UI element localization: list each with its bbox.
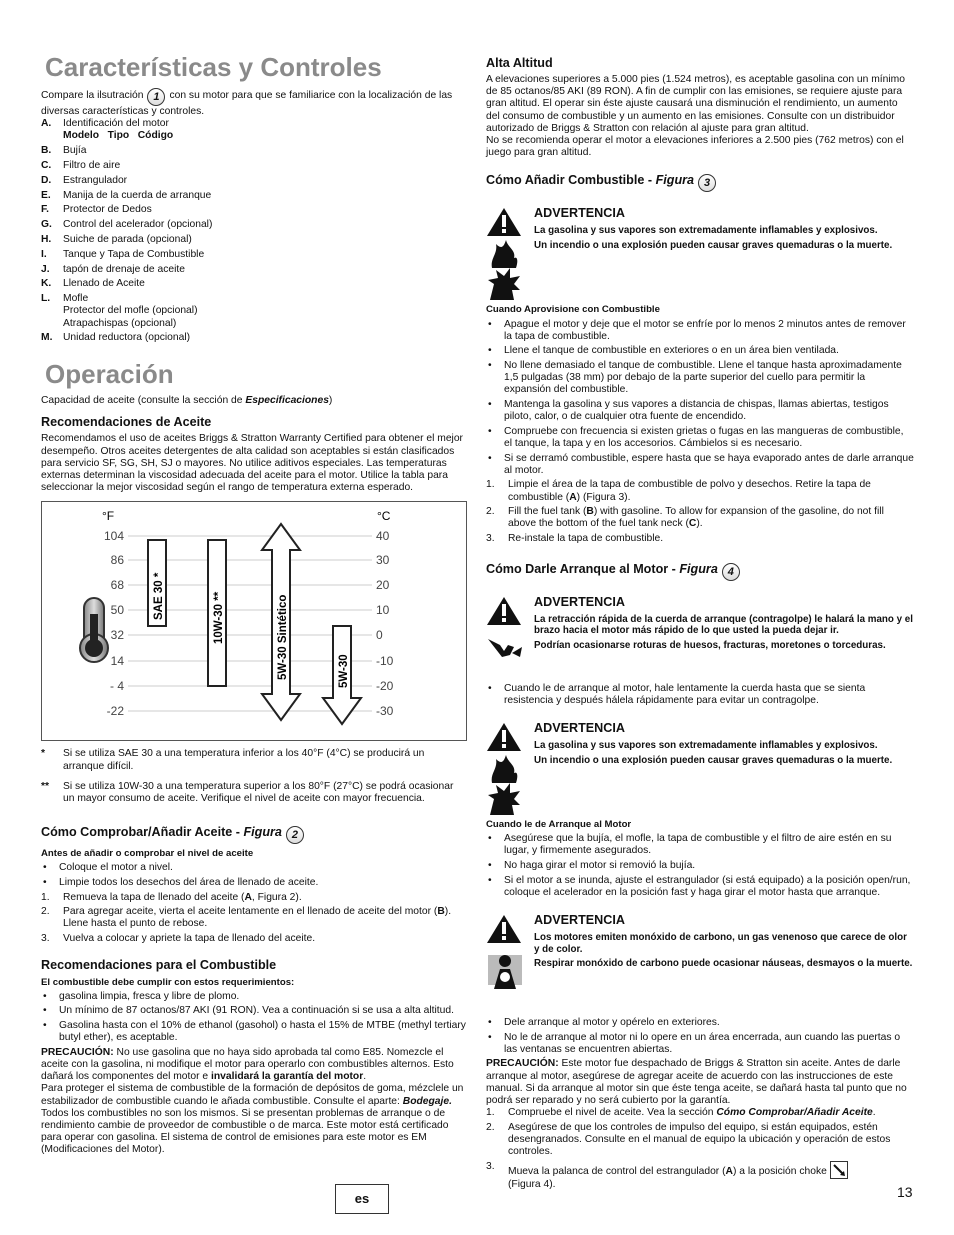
fahrenheit-tick: 32 — [110, 628, 124, 643]
celsius-tick: -30 — [376, 704, 394, 719]
step-item: 1. Limpie el área de la tapa de combustible de polvo y desechos. Retire la tapa de combustible (A) (Figura 3). — [486, 479, 871, 503]
list-item: • Un mínimo de 87 octanos/87 AKI (91 RON). Vea a continuación si se usa a alta altitud. — [43, 1005, 454, 1017]
intro-text: Compare la ilsutración 1 con su motor para que se familiarice con la localización de las diversas características y controles. — [41, 90, 453, 117]
altitude-heading: Alta Altitud — [486, 56, 553, 70]
fuel-caution-text: PRECAUCIÓN: No use gasolina que no haya sido aprobada tal como E85. Nomezcle el aceite con la gasolina, ni modifique el motor para operarlo con combustibles alternos. Esto dañará los componentes del motor e invalidará la garantía del motor. — [41, 1046, 454, 1083]
altitude-text-2: No se recomienda operar el motor a elevaciones inferiores a 2.500 pies (762 metros) con el juego para gran altitud. — [486, 135, 904, 159]
list-item: • Si se derramó combustible, espere hasta que se haya evaporado antes de darle arranque al motor. — [488, 452, 914, 476]
section-title-features: Características y Controles — [45, 52, 382, 82]
celsius-tick: 0 — [376, 628, 383, 643]
warning-title: ADVERTENCIA — [534, 206, 625, 221]
chart-footnotes — [41, 748, 467, 805]
warning-kickback-icons — [486, 595, 526, 675]
list-item: • Limpie todos los desechos del área de llenado de aceite. — [43, 877, 319, 888]
check-oil-steps — [41, 892, 467, 946]
celsius-tick: 10 — [376, 603, 390, 618]
list-item: • Mantenga la gasolina y sus vapores a distancia de chispas, llamas abiertas, testigos piloto, calor, o de cualquier otra fuente de encendido. — [488, 399, 889, 423]
celsius-tick: -10 — [376, 654, 394, 669]
list-item: • Cuando le de arranque al motor, hale lentamente la cuerda hasta que se sienta resistencia y después hálela rápidamente para evitar un contragolpe. — [488, 682, 866, 706]
fahrenheit-tick: 50 — [110, 603, 124, 618]
viscosity-chart-svg — [42, 502, 466, 740]
section-title-operation: Operación — [45, 359, 174, 390]
fuel-recommendations-heading: Recomendaciones para el Combustible — [41, 957, 277, 972]
warning-carbon-monoxide-icons — [486, 913, 526, 993]
celsius-tick: 40 — [376, 529, 390, 544]
oil-capacity-text: Capacidad de aceite (consulte la sección de Especificaciones) — [41, 395, 333, 407]
bar-label: 5W-30 — [338, 654, 350, 689]
step-item: 3. Re-instale la tapa de combustible. — [486, 533, 664, 544]
bar-5w30 — [323, 626, 361, 724]
warning-fuel-2: ADVERTENCIA La gasolina y sus vapores son extremadamente inflamables y explosivos. Un incendio o una explosión pueden causar graves quemaduras o la muerte. — [486, 721, 914, 811]
list-item: • No llene demasiado el tanque de combustible. Llene el tanque hasta aproximadamente 1,5 pulgadas (38 mm) por debajo de la parte superior del cuello para permitir la expansión del combustible. — [488, 360, 902, 396]
list-item: • No le de arranque al motor ni lo opere en un área encerrada, aun cuando las puertas o las ventanas se encuentren abiertas. — [488, 1031, 901, 1055]
bar-label: 10W-30 ** — [213, 592, 225, 645]
fahrenheit-tick: 104 — [103, 529, 124, 544]
celsius-tick: -20 — [376, 679, 394, 694]
start-engine-heading: Cómo Darle Arranque al Motor - Figura 4 — [486, 562, 914, 581]
refuel-bullets — [486, 319, 914, 477]
choke-icon — [830, 1161, 848, 1179]
list-item: B. Bujía — [41, 145, 87, 157]
step-item: 2. Asegúrese de que los controles de impulso del equipo, si están equipados, estén desengranados. Consulte en el manual de equipo la ubicación y operación de estos controles. — [486, 1121, 891, 1158]
list-item: D. Estrangulador — [41, 174, 128, 186]
oil-recommendations-text: Recomendamos el uso de aceites Briggs & Stratton Warranty Certified para obtener el mejor desempeño. Otros aceites detergentes de alta calidad son aceptables si están clasificados para servicio SF, SG, SH, SJ o mayores. No utilice aditivos especiales. Las temperaturas externas determinan la viscosidad adecuada del aceite para el motor. Utilice la tabla para seleccionar la mejor viscosidad según el rango de temperatura externa esperado. — [41, 433, 463, 494]
bar-label: SAE 30 * — [153, 573, 165, 621]
warning-carbon-monoxide: ADVERTENCIA Los motores emiten monóxido de carbono, un gas venenoso que carece de olor y de color. Respirar monóxido de carbono puede ocasionar náuseas, desmayos o la muerte. — [486, 913, 914, 1009]
list-item: J. tapón de drenaje de aceite — [41, 263, 185, 275]
list-item: A. Identificación del motor Modelo Tipo Código — [41, 118, 174, 142]
list-item: • Apague el motor y deje que el motor se enfríe por lo menos 2 minutos antes de remover la tapa de combustible. — [488, 318, 906, 342]
list-item: • Dele arranque al motor y opérelo en exteriores. — [488, 1017, 720, 1028]
fahrenheit-tick: 86 — [110, 553, 124, 568]
thermometer-icon — [80, 598, 108, 662]
language-tab: es — [335, 1184, 389, 1214]
list-item: • Coloque el motor a nivel. — [43, 862, 173, 874]
list-item: K. Llenado de Aceite — [41, 278, 145, 290]
fuel-stabilizer-text: Para proteger el sistema de combustible de la formación de depósitos de goma, mézclele un estabilizador de combustible cuando le añada combustible. Consulte el aparte: Bodegaje. Todos los combustibles no son los mismos. Si se presentan problemas de arranque o de rendimiento cambie de proveedor de combustible o de marca. Este motor está certificado para operar con gasolina. El sistema de control de emisiones para este motor es EM (Modificaciones del Motor). — [41, 1083, 464, 1156]
check-oil-heading: Cómo Comprobar/Añadir Aceite - Figura 2 — [41, 825, 467, 844]
warning-fuel-1: ADVERTENCIA La gasolina y sus vapores son extremadamente inflamables y explosivos. Un incendio o una explosión pueden causar graves quemaduras o la muerte. — [486, 206, 914, 296]
list-item: • No haga girar el motor si removió la bujía. — [488, 860, 696, 871]
warning-fire-explosion-icons — [486, 721, 522, 817]
start-steps — [486, 1107, 914, 1191]
celsius-tick: 30 — [376, 553, 390, 568]
step-item: 1. Remueva la tapa de llenado del aceite (A, Figura 2). — [41, 891, 302, 903]
bar-10w30 — [208, 540, 226, 686]
features-list — [41, 118, 467, 344]
altitude-text-1: A elevaciones superiores a 5.000 pies (1.524 metros), es aceptable gasolina con un mínimo de 85 octanos/85 AKI (89 RON). A fin de cumplir con las emisiones, se requiere ajuste para gran altitud. El operar sin éste ajuste causará una disminución el rendimiento, un aumento del consumo de combustible y un aumento en las emisiones. Consulte con un distribuidor autorizado de Briggs & Stratton con relación al ajuste para gran altitud. — [486, 74, 905, 134]
fahrenheit-tick: 68 — [110, 578, 124, 593]
list-item: • Si el motor a se inunda, ajuste el estrangulador (si está equipado) a la posición open/run, coloque el acelerador en la posición fast y haga girar el motor hasta que arranque. — [488, 874, 911, 898]
list-item: C. Filtro de aire — [41, 160, 121, 171]
fahrenheit-tick: - 4 — [109, 679, 124, 694]
oil-caution-text: PRECAUCIÓN: Este motor fue despachado de Briggs & Stratton sin aceite. Antes de darle arranque al motor, asegúrese de agregar aceite de acuerdo con las instrucciones de este manual. Si da arranque al motor sin que éste tenga aceite, se dañará hasta tal punto que no podrá ser reparado y no será cubierto por la garantía. — [486, 1058, 907, 1106]
list-item: G. Control del acelerador (opcional) — [41, 219, 213, 231]
list-item: • Compruebe con frecuencia si existen grietas o fugas en las mangueras de combustible, el tanque, la tapa y en los accesorios. Cámbielos si es necesario. — [488, 425, 904, 450]
fuel-requirements-list — [41, 991, 467, 1045]
figure-1-badge: 1 — [147, 88, 165, 106]
page-number: 13 — [897, 1184, 913, 1200]
figure-3-badge: 3 — [698, 174, 716, 192]
list-item: I. Tanque y Tapa de Combustible — [41, 248, 205, 260]
refuel-subheading: Cuando Aprovisione con Combustible — [486, 304, 660, 316]
warning-fire-explosion-icons — [486, 206, 522, 302]
step-item: 3. Vuelva a colocar y apriete la tapa de llenado del aceite. — [41, 932, 316, 944]
list-item: L. Mofle Protector del mofle (opcional) Atrapachispas (opcional) — [41, 293, 198, 329]
list-item: • Asegúrese que la bujía, el mofle, la tapa de combustible y el filtro de aire estén en su lugar, y firmemente asegurados. — [488, 833, 892, 857]
figure-2-badge: 2 — [286, 826, 304, 844]
list-item: H. Suiche de parada (opcional) — [41, 233, 192, 245]
start-subheading: Cuando le de Arranque al Motor — [486, 819, 632, 830]
step-item: 3. Mueva la palanca de control del estrangulador (A) a la posición choke (Figura 4). — [486, 1161, 914, 1191]
carbon-monoxide-bullets — [486, 1017, 914, 1056]
kickback-bullets — [486, 683, 914, 707]
footnote: * Si se utiliza SAE 30 a una temperatura inferior a los 40°F (4°C) se producirá un arranque difícil. — [41, 748, 425, 772]
warning-title: ADVERTENCIA — [534, 594, 625, 609]
step-item: 2. Para agregar aceite, vierta el aceite lentamente en el llenado de aceite del motor (B). Llene hasta el punto de rebose. — [41, 906, 452, 930]
bar-sae30 — [148, 540, 166, 626]
figure-4-badge: 4 — [722, 563, 740, 581]
right-column — [486, 56, 914, 1193]
refuel-steps — [486, 479, 914, 545]
oil-viscosity-chart — [41, 501, 467, 741]
oil-recommendations-heading: Recomendaciones de Aceite — [41, 415, 212, 430]
bar-5w30-synthetic — [262, 524, 300, 720]
warning-title: ADVERTENCIA — [534, 721, 625, 735]
list-item: • Gasolina hasta con el 10% de ethanol (gasohol) o hasta el 15% de MTBE (methyl tertiary butyl ether), es aceptable. — [43, 1019, 466, 1044]
list-item: • Llene el tanque de combustible en exteriores o en un área bien ventilada. — [488, 345, 839, 357]
fahrenheit-label: °F — [102, 509, 115, 524]
footnote: ** Si se utiliza 10W-30 a una temperatura superior a los 80°F (27°C) se podrá ocasionar un mayor consumo de aceite. Verifique el nivel de aceite con mayor frecuencia. — [41, 780, 454, 804]
list-item: • gasolina limpia, fresca y libre de plomo. — [43, 990, 240, 1002]
start-bullets — [486, 833, 914, 899]
list-item: E. Manija de la cuerda de arranque — [41, 189, 212, 201]
fuel-requirements-subheading: El combustible debe cumplir con estos requerimientos: — [41, 976, 295, 988]
list-item: F. Protector de Dedos — [41, 204, 152, 216]
warning-kickback: ADVERTENCIA La retracción rápida de la cuerda de arranque (contragolpe) le halará la mano y el brazo hacia el motor más rápido de lo que usted la pueda dejar ir. Podrían ocasionarse roturas de huesos, fracturas, moretones o torceduras. — [486, 595, 914, 675]
step-item: 1. Compruebe el nivel de aceite. Vea la sección Cómo Comprobar/Añadir Aceite. — [486, 1107, 876, 1119]
fahrenheit-tick: 14 — [110, 654, 124, 669]
left-column — [41, 52, 467, 1157]
check-oil-bullets — [41, 862, 467, 889]
fahrenheit-tick: -22 — [106, 704, 124, 719]
bar-label: 5W-30 Sintético — [277, 594, 289, 681]
celsius-tick: 20 — [376, 578, 390, 593]
add-fuel-heading: Cómo Añadir Combustible - Figura 3 — [486, 173, 914, 192]
list-item: M. Unidad reductora (opcional) — [41, 332, 191, 344]
warning-title: ADVERTENCIA — [534, 913, 625, 927]
step-item: 2. Fill the fuel tank (B) with gasoline. To allow for expansion of the gasoline, do not fill above the bottom of the fuel tank neck (C). — [486, 506, 884, 530]
check-oil-subheading: Antes de añadir o comprobar el nivel de aceite — [41, 848, 254, 860]
celsius-label: °C — [377, 509, 391, 524]
